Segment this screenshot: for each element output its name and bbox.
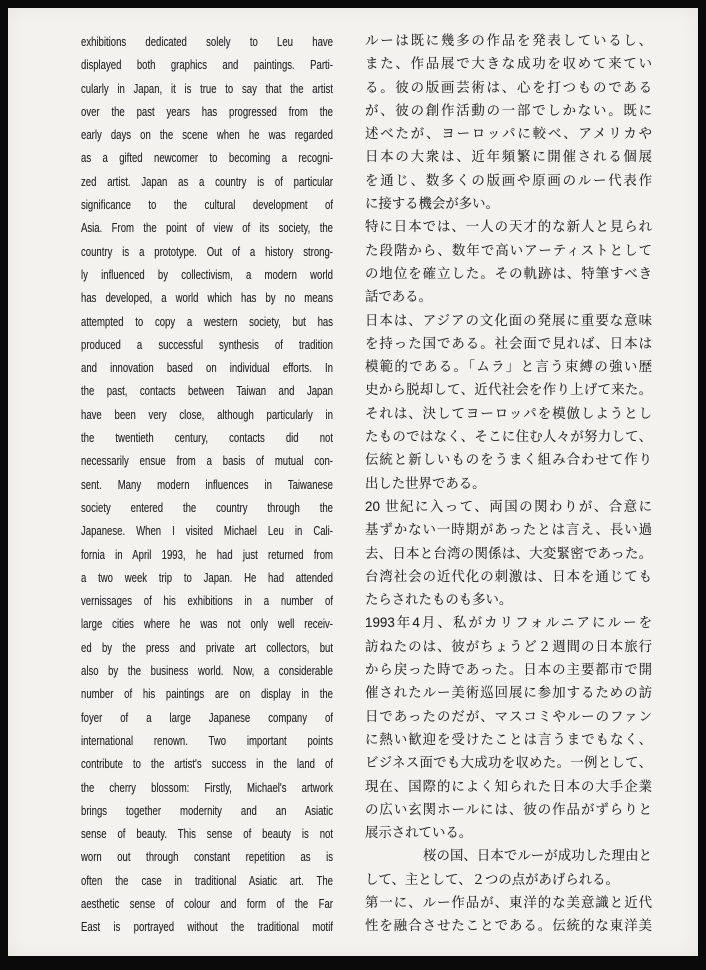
text-line: Japanese. When I visited Michael Leu in Cali- [81, 524, 333, 539]
text-line: 展示されている。 [365, 825, 473, 841]
text-line: 伝統と新しいものをうまく組み合わせて作り [365, 452, 652, 468]
english-text-column [81, 31, 333, 943]
text-line: have been very close, although particularly in [81, 407, 333, 422]
text-line: 1993年4月、私がカリフォルニアにルーを [365, 615, 652, 631]
text-line: 日であったのだが、マスコミやルーのファン [365, 708, 652, 724]
text-line: の地位を確立した。その軌跡は、特筆すべき [365, 265, 652, 281]
text-line: また、作品展で大きな成功を収めて来てい [365, 56, 652, 72]
text-line: international renown. Two important points [81, 733, 333, 748]
text-line: the twentieth century, contacts did not [81, 431, 333, 446]
text-line: cularly in Japan, it is true to say that the artist [81, 81, 333, 96]
text-line: 日本の大衆は、近年頻繁に開催される個展 [365, 149, 652, 165]
text-line: 日本は、アジアの文化面の発展に重要な意味 [365, 312, 652, 328]
text-line: 史から脱却して、近代社会を作り上げて来た。 [365, 382, 652, 398]
text-line: number of his paintings are on display in the [81, 687, 333, 702]
text-line: exhibitions dedicated solely to Leu have [81, 35, 333, 49]
text-line: 基ずかない一時期があったとは言え、長い過 [365, 522, 652, 538]
text-line: 桜の国、日本でルーが成功した理由と [423, 848, 652, 864]
text-line: たらされたものも多い。 [365, 592, 513, 608]
text-line: necessarily ensue from a basis of mutual con- [81, 454, 333, 469]
text-line: 模範的である。「ムラ」と言う束縛の強い歴 [365, 359, 652, 375]
text-line: has developed, a world which has by no means [81, 291, 333, 306]
text-line: を持った国である。社会面で見れば、日本は [365, 335, 652, 351]
text-line: zed artist. Japan as a country is of particular [81, 174, 333, 189]
text-line: に接する機会が多い。 [365, 196, 499, 212]
text-line: society entered the country through the [81, 500, 333, 515]
text-line: foyer of a large Japanese company of [81, 710, 333, 725]
text-line: 現在、国際的によく知られた日本の大手企業 [365, 778, 652, 794]
text-line: 催されたルー美術巡回展に参加するための訪 [365, 685, 652, 701]
text-line: East is portrayed without the traditional motif [81, 920, 333, 935]
text-line: して、主として、２つの点があげられる。 [365, 871, 619, 887]
text-line: 出した世界である。 [365, 475, 486, 491]
text-line: 話である。 [365, 289, 432, 305]
text-line: vernissages of his exhibitions in a number of [81, 594, 333, 609]
text-line: significance to the cultural development of [81, 198, 333, 213]
text-line: sense of beauty. This sense of beauty is not [81, 827, 333, 842]
text-line: 台湾社会の近代化の刺激は、日本を通じても [365, 568, 652, 584]
text-line: large cities where he was not only well receiv- [81, 617, 333, 632]
text-line: 訪ねたのは、彼がちょうど２週間の日本旅行 [365, 638, 652, 654]
text-line: から戻った時であった。日本の主要都市で開 [365, 662, 652, 678]
book-page [8, 8, 698, 956]
text-line: 特に日本では、一人の天才的な新人と見られ [365, 219, 652, 235]
text-line: を通じ、数多くの版画や原画のルー代表作 [365, 172, 652, 188]
text-line: Asia. From the point of view of its society, the [81, 221, 333, 236]
text-line: る。彼の版画芸術は、心を打つものである [365, 79, 652, 95]
text-line: それは、決してヨーロッパを模倣しようとし [365, 405, 652, 421]
text-line: attempted to copy a western society, but has [81, 314, 333, 329]
text-line: sent. Many modern influences in Taiwanese [81, 477, 333, 492]
text-line: た段階から、数年で高いアーティストとして [365, 242, 652, 258]
text-line: worn out through constant repetition as is [81, 850, 333, 865]
text-line: over the past years has progressed from the [81, 104, 333, 119]
text-line: produced a successful synthesis of tradition [81, 337, 333, 352]
text-line: の広い玄関ホールには、彼の作品がずらりと [365, 801, 652, 817]
text-line: also by the business world. Now, a considerable [81, 664, 333, 679]
text-line: 20 世紀に入って、両国の関わりが、合意に [365, 498, 652, 514]
text-line: and innovation based on individual efforts. In [81, 361, 333, 376]
text-line: contribute to the artist's success in the land of [81, 757, 333, 772]
text-line: ed by the press and private art collectors, but [81, 640, 333, 655]
text-line: as a gifted newcomer to becoming a recogni- [81, 151, 333, 166]
text-line: たものではなく、そこに住む人々が努力して、 [365, 429, 652, 445]
text-line: displayed both graphics and paintings. Parti- [81, 58, 333, 73]
text-line: 第一に、ルー作品が、東洋的な美意識と近代 [365, 894, 652, 910]
text-line: 性を融合させたことである。伝統的な東洋美 [365, 918, 652, 934]
text-line: ビジネス面でも大成功を収めた。一例として、 [365, 755, 652, 771]
text-line: a two week trip to Japan. He had attended [81, 570, 333, 585]
text-line: に熱い歓迎を受けたことは言うまでもなく、 [365, 731, 652, 747]
text-line: aesthetic sense of colour and form of the Far [81, 896, 333, 911]
text-line: が、彼の創作活動の一部でしかない。既に [365, 102, 652, 118]
text-line: ルーは既に幾多の作品を発表しているし、 [365, 33, 652, 48]
text-line: early days on the scene when he was regarded [81, 128, 333, 143]
text-line: 去、日本と台湾の関係は、大変緊密であった。 [365, 545, 652, 561]
text-line: country is a prototype. Out of a history strong- [81, 244, 333, 259]
text-line: the past, contacts between Taiwan and Japan [81, 384, 333, 399]
text-line: ly influenced by collectivism, a modern world [81, 267, 333, 282]
text-line: often the case in traditional Asiatic art. The [81, 873, 333, 888]
text-line: 述べたが、ヨーロッパに較べ、アメリカや [365, 126, 652, 142]
text-line: brings together modernity and an Asiatic [81, 803, 333, 818]
text-line: the cherry blossom: Firstly, Michael's artwork [81, 780, 333, 795]
text-line: fornia in April 1993, he had just returned from [81, 547, 333, 562]
japanese-text-column [365, 29, 652, 941]
